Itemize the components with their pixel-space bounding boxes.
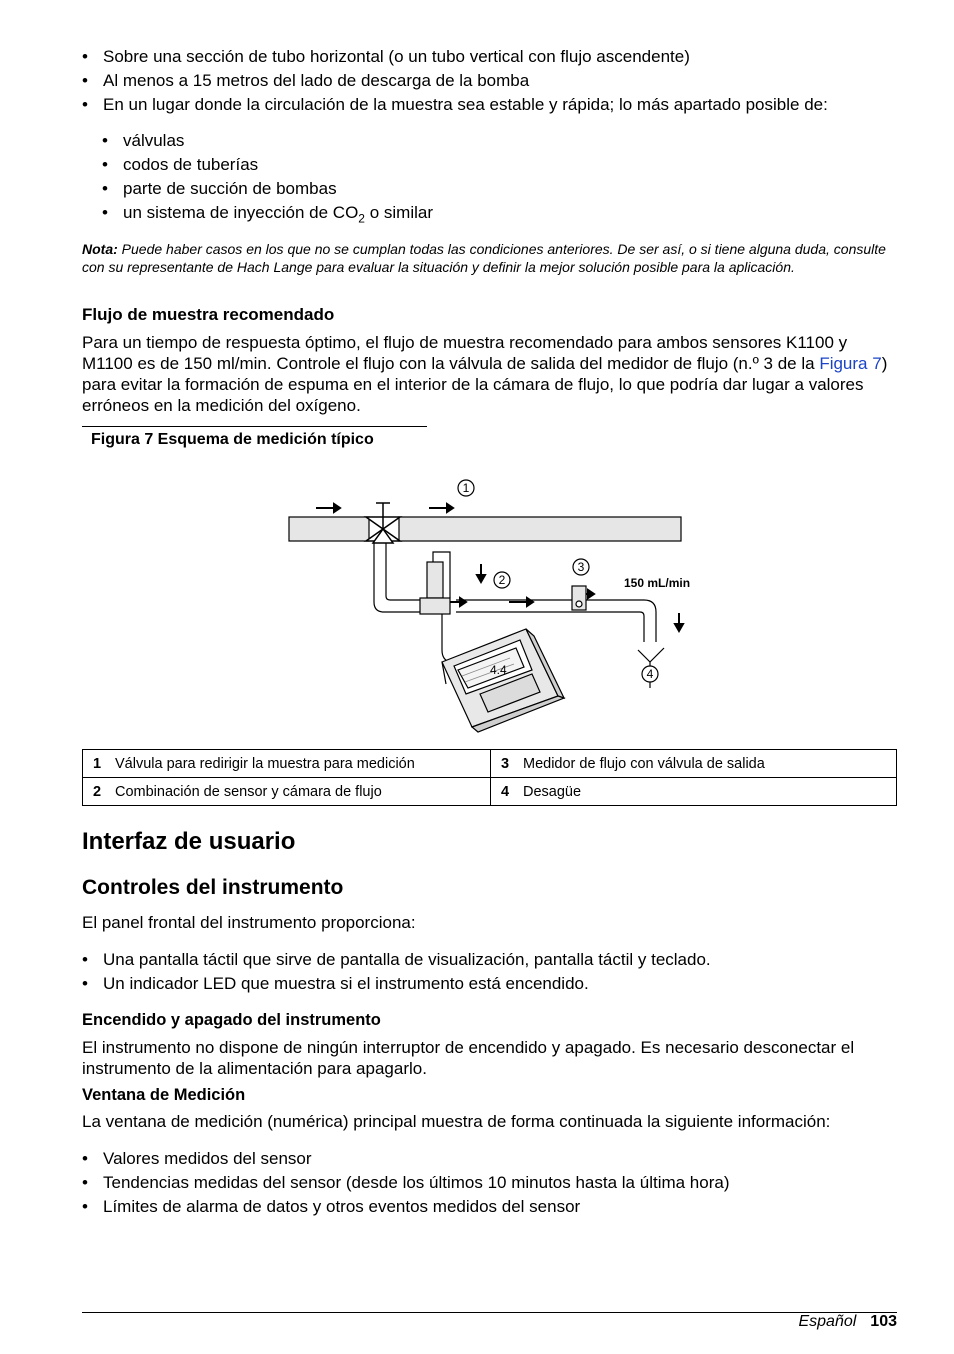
figure-7-link[interactable]: Figura 7 — [819, 354, 882, 373]
window-paragraph: La ventana de medición (numérica) principal muestra de forma continuada la siguiente información: — [82, 1112, 831, 1131]
power-paragraph: El instrumento no dispone de ningún interruptor de encendido y apagado. Es necesario desconectar el instrumento de la alimentación para apagarlo. — [82, 1038, 855, 1078]
flow-paragraph: Para un tiempo de respuesta óptimo, el flujo de muestra recomendado para ambos sensores K1100 y M1100 es de 150 ml/min. Controle el flujo con la válvula de salida del medidor de flujo (n.º 3 de la Figura 7) para evitar la formación de espuma en el interior de la cámara de flujo, lo que podría dar lugar a valores erróneos en la medición del oxígeno. — [82, 333, 888, 415]
footer-language: Español — [798, 1313, 857, 1330]
callout-1: 1 — [462, 481, 470, 495]
ui-heading: Interfaz de usuario — [82, 828, 296, 855]
power-heading: Encendido y apagado del instrumento — [82, 1011, 381, 1029]
callout-4: 4 — [646, 667, 654, 681]
note-label: Nota: — [82, 241, 118, 257]
location-bullet-list — [82, 45, 897, 117]
avoid-bullet-list — [102, 129, 897, 230]
list-item: • válvulas — [102, 129, 897, 153]
note-text: Puede haber casos en los que no se cumplan todas las condiciones anteriores. De ser así, o si tiene alguna duda, consulte con su representante de Hach Lange para evaluar la situación y definir la mejor solución posible para la aplicación. — [82, 241, 886, 275]
controller — [442, 629, 564, 732]
list-item-co2: • un sistema de inyección de $CO_2$ o similar — [102, 201, 897, 230]
figure-legend-table — [82, 749, 897, 806]
table-row — [83, 750, 897, 778]
figure-caption: Figura 7 Esquema de medición típico — [82, 426, 427, 449]
list-item: • Límites de alarma de datos y otros eventos medidos del sensor — [82, 1195, 897, 1219]
callout-4-badge — [640, 664, 660, 684]
footer-text — [798, 1313, 897, 1331]
legend-cell: 2 Combinación de sensor y cámara de flujo — [83, 778, 491, 806]
list-item: • Un indicador LED que muestra si el instrumento está encendido. — [82, 972, 897, 996]
window-heading: Ventana de Medición — [82, 1086, 246, 1104]
list-item: • En un lugar donde la circulación de la muestra sea estable y rápida; lo más apartado posible de: — [82, 93, 897, 117]
note — [82, 240, 897, 276]
main-pipe — [289, 517, 681, 541]
controls-bullet-list — [82, 948, 897, 996]
measurement-diagram — [282, 474, 702, 742]
sample-pipe — [374, 543, 656, 642]
legend-cell: 4 Desagüe — [491, 778, 897, 806]
page-number: 103 — [870, 1313, 897, 1330]
flow-rate-label: 150 mL/min — [624, 576, 691, 590]
legend-cell: 1 Válvula para redirigir la muestra para medición — [83, 750, 491, 778]
callout-3: 3 — [577, 560, 585, 574]
flow-heading: Flujo de muestra recomendado — [82, 305, 335, 324]
controls-heading: Controles del instrumento — [82, 876, 344, 899]
list-item: • Valores medidos del sensor — [82, 1147, 897, 1171]
page-footer — [82, 1312, 897, 1330]
flowmeter-3 — [572, 586, 586, 610]
list-item: • codos de tuberías — [102, 153, 897, 177]
table-row — [83, 778, 897, 806]
list-item: • Una pantalla táctil que sirve de pantalla de visualización, pantalla táctil y teclado. — [82, 948, 897, 972]
window-bullet-list — [82, 1147, 897, 1219]
list-item: • Tendencias medidas del sensor (desde los últimos 10 minutos hasta la última hora) — [82, 1171, 897, 1195]
list-item: • Al menos a 15 metros del lado de descarga de la bomba — [82, 69, 897, 93]
controls-intro: El panel frontal del instrumento proporciona: — [82, 913, 416, 932]
valve-1 — [366, 503, 400, 543]
legend-cell: 3 Medidor de flujo con válvula de salida — [491, 750, 897, 778]
list-item: • Sobre una sección de tubo horizontal (o un tubo vertical con flujo ascendente) — [82, 45, 897, 69]
display-value: 4.4 — [490, 663, 507, 677]
callout-2: 2 — [498, 573, 506, 587]
list-item: • parte de succión de bombas — [102, 177, 897, 201]
sensor-2 — [420, 552, 450, 662]
